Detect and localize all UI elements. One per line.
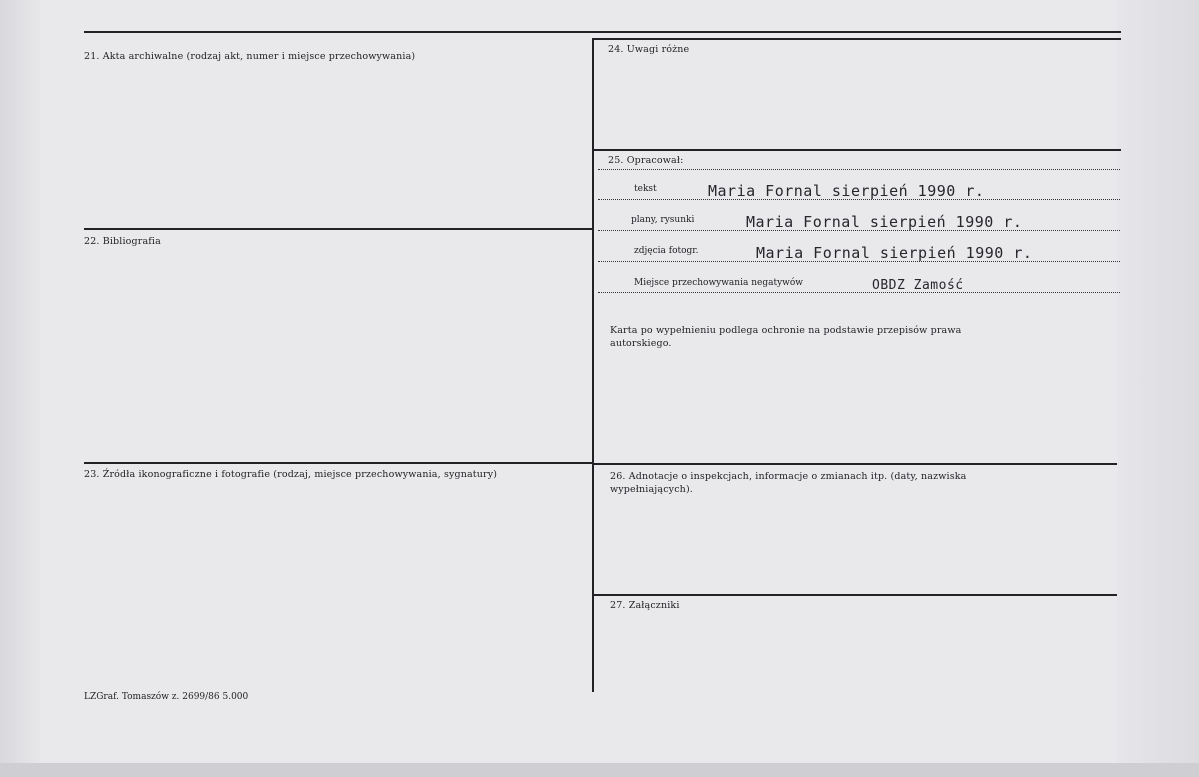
- row-tekst-label: tekst: [634, 184, 657, 194]
- section-21-label: 21. Akta archiwalne (rodzaj akt, numer i miejsce przechowywania): [84, 51, 416, 62]
- printer-imprint: LZGraf. Tomaszów z. 2699/86 5.000: [84, 692, 249, 702]
- row-zdjecia-label: zdjęcia fotogr.: [634, 246, 699, 256]
- rule-27: [593, 594, 1117, 596]
- section-24-label: 24. Uwagi różne: [608, 44, 690, 55]
- scan-edge-left: [0, 0, 40, 777]
- copyright-note: Karta po wypełnieniu podlega ochronie na podstawie przepisów prawa autorskiego.: [610, 325, 962, 349]
- row-tekst-value: Maria Fornal sierpień 1990 r.: [708, 182, 985, 200]
- rule-26: [593, 463, 1117, 465]
- section-27-label: 27. Załączniki: [610, 600, 680, 611]
- row-zdjecia-underline: [598, 261, 1120, 262]
- rule-23: [84, 462, 592, 464]
- row-plany-label: plany, rysunki: [631, 215, 695, 225]
- row-plany-value: Maria Fornal sierpień 1990 r.: [746, 213, 1023, 231]
- section-23-label: 23. Źródła ikonograficzne i fotografie (rodzaj, miejsce przechowywania, sygnatury): [84, 469, 498, 480]
- row-negatywy-label: Miejsce przechowywania negatywów: [634, 278, 803, 288]
- top-rule: [84, 31, 1121, 33]
- section-25-label: 25. Opracował:: [608, 155, 684, 166]
- scan-bottom-band: [0, 763, 1199, 777]
- scan-edge-right: [1117, 0, 1199, 777]
- section-26-label: 26. Adnotacje o inspekcjach, informacje o zmianach itp. (daty, nazwiska wypełniających).: [610, 471, 967, 495]
- rule-25: [593, 149, 1121, 151]
- row-tekst-underline: [598, 199, 1120, 200]
- section-22-label: 22. Bibliografia: [84, 236, 161, 247]
- section-25-underline: [598, 169, 1120, 170]
- row-plany-underline: [598, 230, 1120, 231]
- row-negatywy-value: OBDZ Zamość: [872, 278, 964, 293]
- row-negatywy-underline: [598, 292, 1120, 293]
- row-zdjecia-value: Maria Fornal sierpień 1990 r.: [756, 244, 1033, 262]
- right-top-rule: [593, 38, 1121, 40]
- rule-22: [84, 228, 592, 230]
